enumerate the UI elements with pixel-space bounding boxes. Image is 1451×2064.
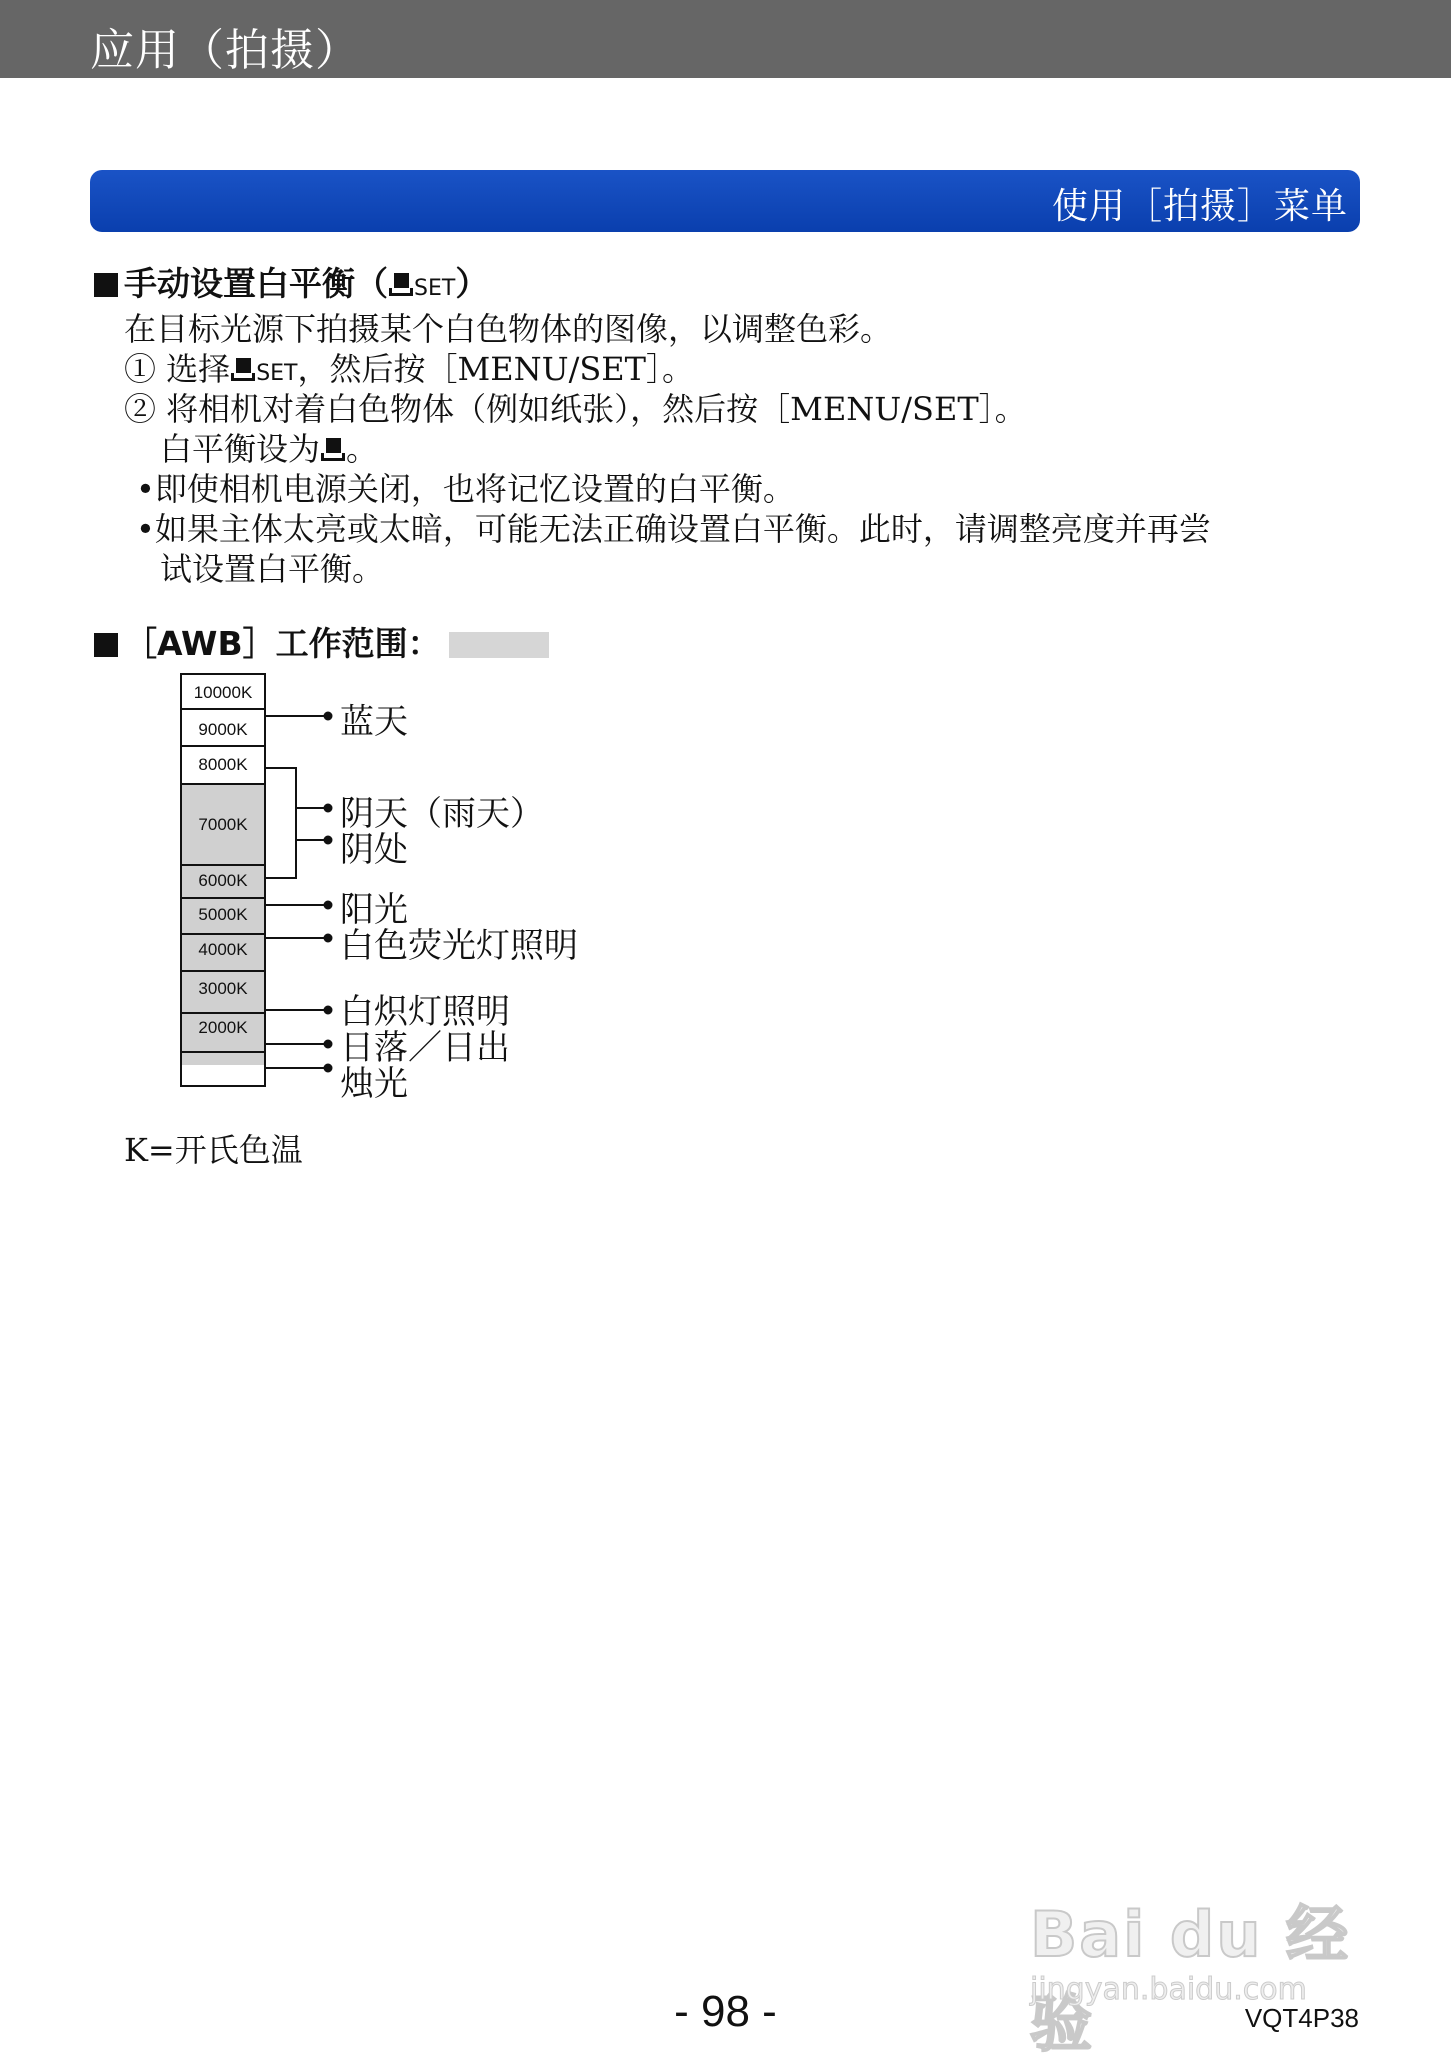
light-source-label: 阴天（雨天） <box>340 794 544 834</box>
scale-label: 2000K <box>198 1018 248 1037</box>
scale-label: 3000K <box>198 979 248 998</box>
scale-label: 8000K <box>198 755 248 774</box>
chapter-title: 应用（拍摄） <box>90 25 360 76</box>
section-title: 使用［拍摄］菜单 <box>1051 186 1348 227</box>
step-2: ② 将相机对着白色物体（例如纸张），然后按［MENU/SET］。 <box>124 390 1027 428</box>
light-source-label: 烛光 <box>340 1064 408 1104</box>
awb-heading: ［AWB］工作范围： <box>94 618 549 665</box>
scale-label: 6000K <box>198 871 248 890</box>
scale-label: 5000K <box>198 905 248 924</box>
bullet-memory: •即使相机电源关闭，也将记忆设置的白平衡。 <box>136 470 795 508</box>
light-source-label: 阴处 <box>340 830 408 870</box>
scale-label: 9000K <box>198 720 248 739</box>
manual-wb-heading: 手动设置白平衡（ SET） <box>94 258 488 305</box>
bullet-brightness-line1: •如果主体太亮或太暗，可能无法正确设置白平衡。此时，请调整亮度并再尝 <box>136 510 1211 548</box>
scale-label: 7000K <box>198 815 248 834</box>
light-source-label: 阳光 <box>340 890 408 930</box>
bullet-brightness-line2: 试设置白平衡。 <box>160 550 385 588</box>
page-number: - 98 - <box>674 1987 777 2036</box>
step-1: ① 选择 SET，然后按［MENU/SET］。 <box>124 350 695 388</box>
manual-wb-intro: 在目标光源下拍摄某个白色物体的图像，以调整色彩。 <box>124 310 893 348</box>
baidu-jingyan-watermark: Bai du 经验 jingyan.baidu.com <box>1030 1898 1351 2060</box>
step-2-result: 白平衡设为 。 <box>160 430 379 468</box>
light-source-label: 蓝天 <box>340 702 408 742</box>
scale-label: 4000K <box>198 940 248 959</box>
scale-label: 10000K <box>193 683 253 702</box>
kelvin-footnote: K=开氏色温 <box>124 1131 303 1169</box>
document-code: VQT4P38 <box>1244 2003 1359 2033</box>
light-source-label: 白炽灯照明 <box>340 992 510 1032</box>
leader-bracket-cloudy <box>266 768 296 878</box>
light-source-label: 白色荧光灯照明 <box>340 926 578 966</box>
light-source-label: 日落／日出 <box>340 1028 510 1068</box>
